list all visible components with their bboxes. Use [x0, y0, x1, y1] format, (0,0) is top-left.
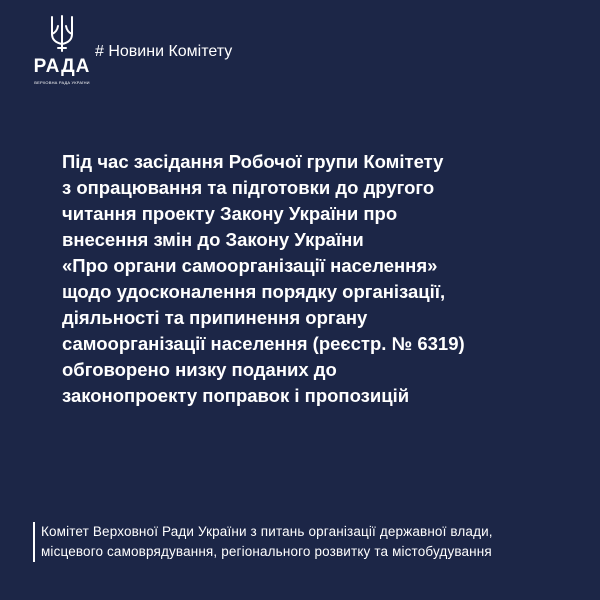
logo-title: РАДА — [33, 56, 91, 77]
trident-icon — [49, 14, 75, 54]
footer-line-2: місцевого самоврядування, регіонального розвитку та містобудування — [41, 544, 492, 559]
rada-logo — [32, 14, 92, 94]
news-text: Під час засідання Робочої групи Комітету з опрацювання та підготовки до другого читання проекту Закону України про внесення змін до Закону України «Про органи самоорганізації населення» щодо удосконалення порядку організації, діяльності та припинення органу самоорганізації населення (реєстр. № 6319) обговорено низку поданих до законопроекту поправок і пропозицій — [62, 151, 465, 406]
footer-line-1: Комітет Верховної Ради України з питань організації державної влади, — [41, 524, 493, 539]
news-tag: # Новини Комітету — [95, 43, 233, 60]
logo-subtitle: ВЕРХОВНА РАДА УКРАЇНИ — [34, 80, 90, 85]
committee-footer — [33, 522, 581, 562]
